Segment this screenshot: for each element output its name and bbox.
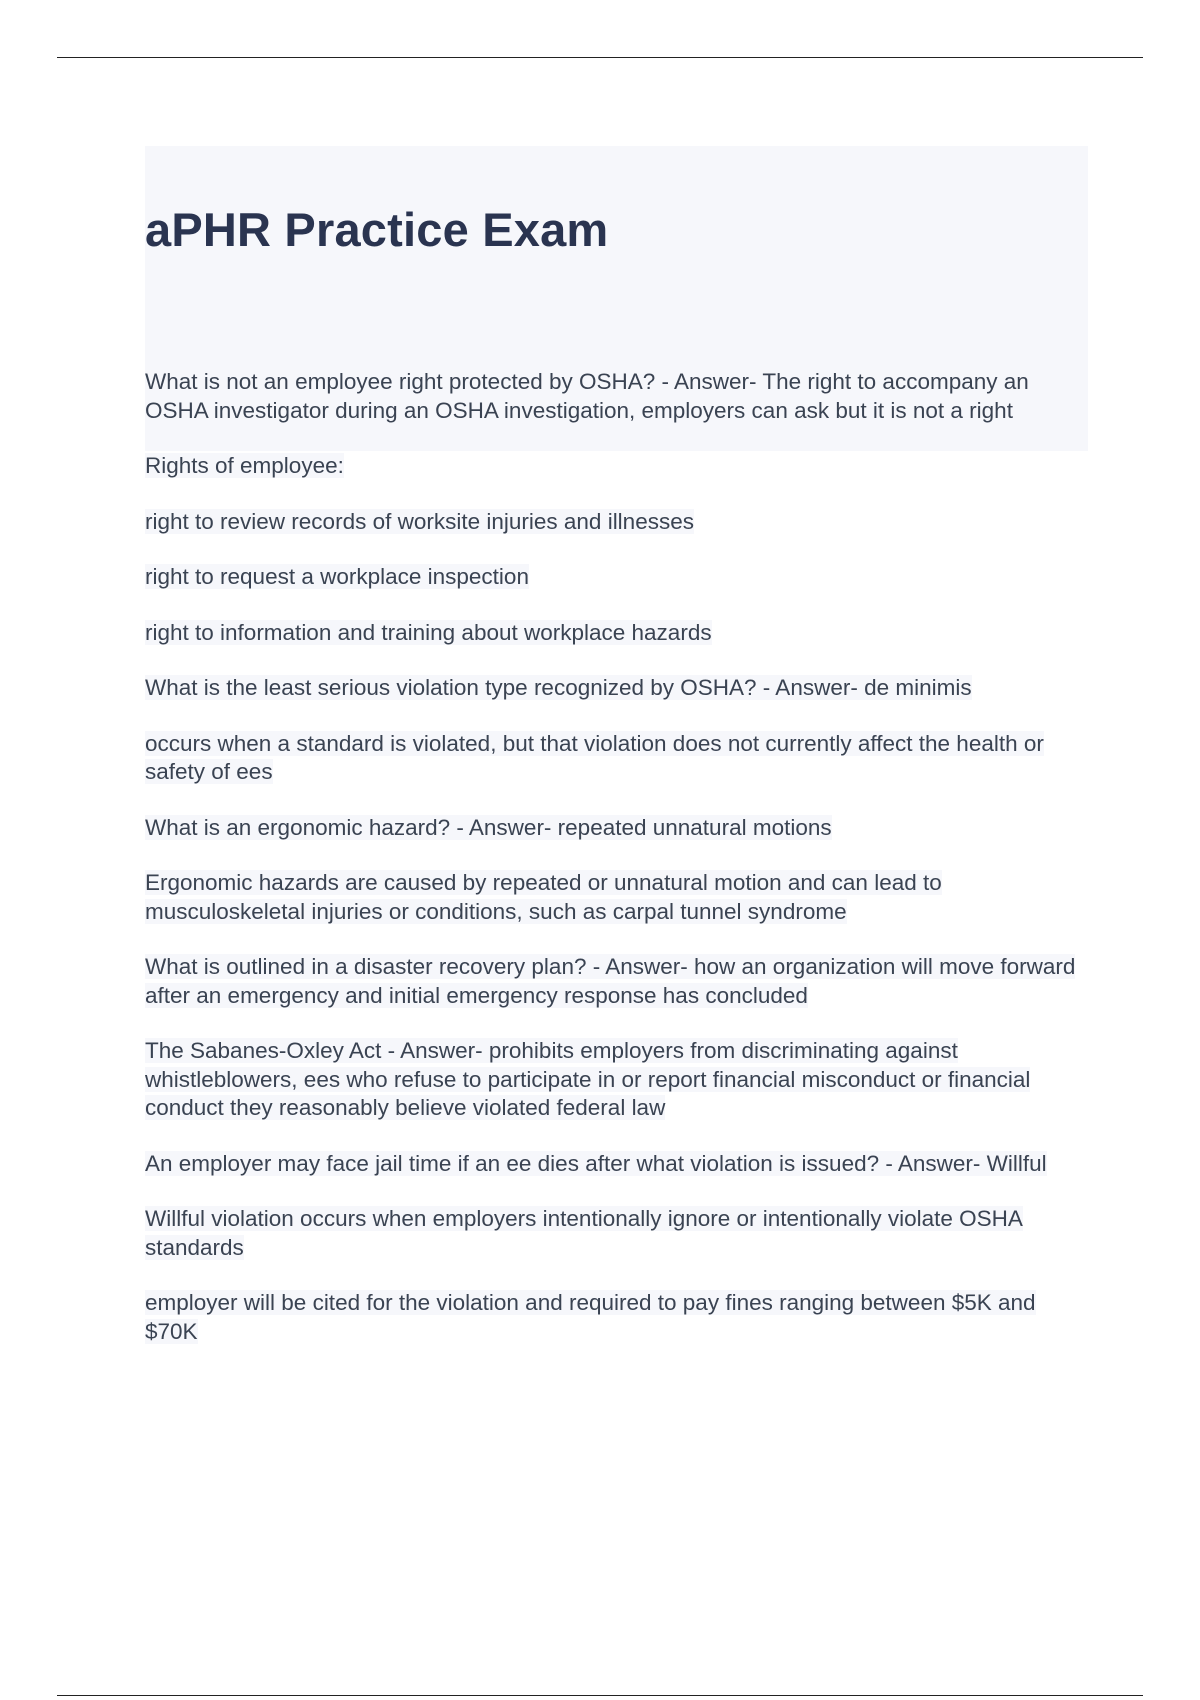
paragraph-text: right to review records of worksite injuries and illnesses bbox=[145, 508, 694, 534]
paragraph bbox=[145, 1037, 1090, 1123]
paragraph bbox=[145, 1205, 1090, 1262]
paragraph bbox=[145, 452, 1090, 481]
document-body bbox=[145, 368, 1090, 1373]
paragraph-text: What is an ergonomic hazard? - Answer- repeated unnatural motions bbox=[145, 814, 832, 840]
paragraph bbox=[145, 1150, 1090, 1179]
document-title: aPHR Practice Exam bbox=[145, 203, 609, 256]
paragraph-text: occurs when a standard is violated, but that violation does not currently affect the health or safety of ees bbox=[145, 730, 1044, 784]
paragraph-text: What is outlined in a disaster recovery plan? - Answer- how an organization will move forward after an emergency and initial emergency response has concluded bbox=[145, 954, 1076, 1008]
paragraph bbox=[145, 730, 1090, 787]
bottom-rule bbox=[57, 1695, 1143, 1696]
paragraph-text: Rights of employee: bbox=[145, 453, 344, 478]
paragraph-text: Ergonomic hazards are caused by repeated or unnatural motion and can lead to musculoskeletal injuries or conditions, such as carpal tunnel syndrome bbox=[145, 870, 942, 924]
paragraph bbox=[145, 869, 1090, 926]
paragraph bbox=[145, 674, 1090, 703]
paragraph-text: right to request a workplace inspection bbox=[145, 564, 529, 589]
paragraph-text: right to information and training about workplace hazards bbox=[145, 619, 712, 645]
paragraph bbox=[145, 814, 1090, 843]
paragraph bbox=[145, 368, 1090, 425]
paragraph bbox=[145, 563, 1090, 592]
paragraph bbox=[145, 1289, 1090, 1346]
paragraph bbox=[145, 619, 1090, 648]
top-rule bbox=[57, 57, 1143, 58]
paragraph-text: Willful violation occurs when employers intentionally ignore or intentionally violate OSHA standards bbox=[145, 1206, 1023, 1260]
paragraph-text: What is the least serious violation type recognized by OSHA? - Answer- de minimis bbox=[145, 675, 972, 700]
paragraph bbox=[145, 508, 1090, 537]
paragraph bbox=[145, 953, 1090, 1010]
paragraph-text: employer will be cited for the violation and required to pay fines ranging between $5K and $70K bbox=[145, 1290, 1036, 1344]
paragraph-text: The Sabanes-Oxley Act - Answer- prohibits employers from discriminating against whistleblowers, ees who refuse to participate in or report financial misconduct or financial conduct they reasonably believe violated federal law bbox=[145, 1038, 1031, 1120]
paragraph-text: An employer may face jail time if an ee dies after what violation is issued? - Answer- Willful bbox=[145, 1150, 1047, 1176]
paragraph-text: What is not an employee right protected by OSHA? - Answer- The right to accompany an OSHA investigator during an OSHA investigation, employers can ask but it is not a right bbox=[145, 369, 1029, 423]
